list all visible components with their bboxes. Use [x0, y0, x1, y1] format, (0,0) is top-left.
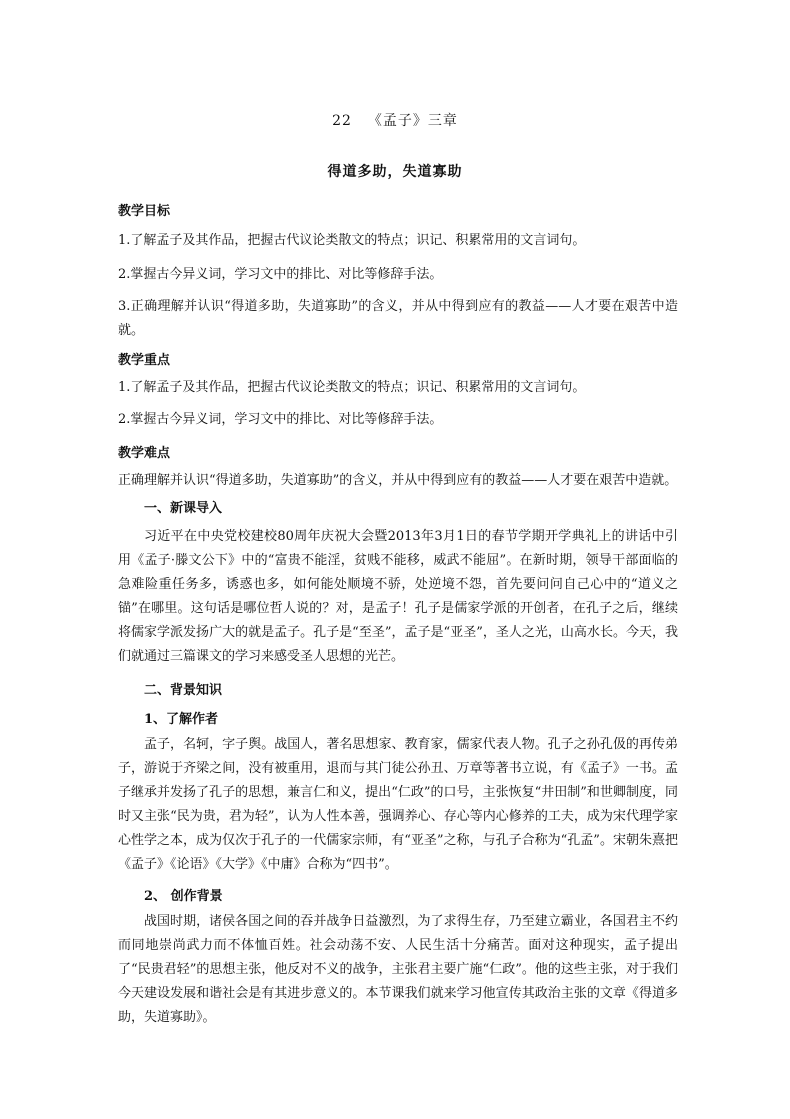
keypoint-item-2: 2.掌握古今异义词，学习文中的排比、对比等修辞手法。 [118, 412, 443, 427]
difficulty-heading: 教学难点 [118, 446, 171, 461]
lesson-number: 22 [332, 113, 352, 129]
section2-heading: 二、背景知识 [144, 683, 223, 698]
goal-item-3: 3.正确理解并认识“得道多助，失道寡助”的含义，并从中得到应有的教益——人才要在艰苦中造就。 [118, 299, 678, 338]
document-body [118, 200, 678, 1030]
section2-sub2-heading: 2、 创作背景 [144, 889, 223, 904]
section2-sub1-text: 孟子，名轲，字子舆。战国人，著名思想家、教育家，儒家代表人物。孔子之孙孔伋的再传弟子，游说于齐梁之间，没有被重用，退而与其门徒公孙丑、万章等著书立说，有《孟子》一书。孟子继承并发扬了孔子的思想，兼言仁和义，提出“仁政”的口号，主张恢复“井田制”和世卿制度，同时又主张“民为贵，君为轻”，认为人性本善，强调养心、存心等内心修养的工夫，成为宋代理学家心性学之本，成为仅次于孔子的一代儒家宗师，有“亚圣”之称，与孔子合称为“孔孟”。宋朝朱熹把《孟子》《论语》《大学》《中庸》合称为“四书”。 [118, 737, 678, 872]
page-title [0, 110, 790, 130]
difficulty-text: 正确理解并认识“得道多助，失道寡助”的含义，并从中得到应有的教益——人才要在艰苦中造就。 [118, 473, 678, 488]
section1-text: 习近平在中央党校建校80周年庆祝大会暨2013年3月1日的春节学期开学典礼上的讲话中引用《孟子·滕文公下》中的“富贵不能淫，贫贱不能移，威武不能屈”。在新时期，领导干部面临的急难险重任务多，诱惑也多，如何能处顺境不骄，处逆境不怨，首先要问问自己心中的“道义之锚”在哪里。这句话是哪位哲人说的？对，是孟子！孔子是儒家学派的开创者，在孔子之后，继续将儒家学派发扬广大的就是孟子。孔子是“至圣”，孟子是“亚圣”，圣人之光，山高水长。今天，我们就通过三篇课文的学习来感受圣人思想的光芒。 [118, 529, 678, 664]
goal-item-1: 1.了解孟子及其作品，把握古代议论类散文的特点；识记、积累常用的文言词句。 [118, 233, 586, 248]
keypoint-item-1: 1.了解孟子及其作品，把握古代议论类散文的特点；识记、积累常用的文言词句。 [118, 380, 586, 395]
lesson-title: 《孟子》三章 [367, 113, 458, 129]
page-subtitle: 得道多助，失道寡助 [327, 164, 463, 180]
goal-item-2: 2.掌握古今异义词，学习文中的排比、对比等修辞手法。 [118, 267, 443, 282]
keypoints-heading: 教学重点 [118, 353, 171, 368]
goals-heading: 教学目标 [118, 204, 171, 219]
section1-heading: 一、新课导入 [144, 501, 223, 516]
section2-sub1-heading: 1、了解作者 [144, 712, 219, 727]
section2-sub2-text: 战国时期，诸侯各国之间的吞并战争日益激烈，为了求得生存，乃至建立霸业，各国君主不约而同地崇尚武力而不体恤百姓。社会动荡不安、人民生活十分痛苦。面对这种现实，孟子提出了“民贵君轻”的思想主张，他反对不义的战争，主张君主要广施“仁政”。他的这些主张，对于我们今天建设发展和谐社会是有其进步意义的。本节课我们就来学习他宣传其政治主张的文章《得道多助，失道寡助》。 [118, 914, 678, 1025]
